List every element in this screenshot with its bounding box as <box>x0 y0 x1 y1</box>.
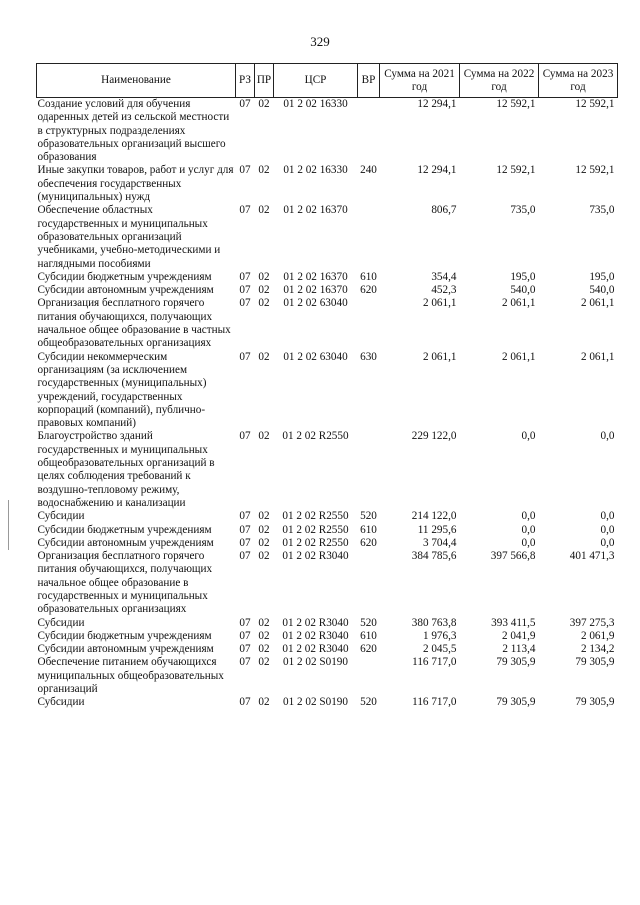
table-row <box>37 351 618 431</box>
row-rz: 07 <box>239 164 251 177</box>
row-sum-2022: 0,0 <box>521 536 536 549</box>
table-row <box>37 510 618 523</box>
row-pr: 02 <box>258 523 270 536</box>
row-sum-2023: 401 471,3 <box>569 550 615 563</box>
row-sum-2023: 0,0 <box>600 510 615 523</box>
row-rz: 07 <box>239 430 251 443</box>
row-rz: 07 <box>239 284 251 297</box>
row-vr: 630 <box>360 350 377 363</box>
row-pr: 02 <box>258 297 270 310</box>
row-name: Субсидии бюджетным учреждениям <box>37 523 212 536</box>
row-vr: 240 <box>360 164 377 177</box>
row-sum-2023: 0,0 <box>600 523 615 536</box>
row-sum-2021: 12 294,1 <box>417 98 457 110</box>
row-sum-2021: 384 785,6 <box>411 550 457 563</box>
row-sum-2022: 393 411,5 <box>491 616 536 629</box>
row-sum-2022: 2 061,1 <box>501 350 536 363</box>
row-sum-2022: 195,0 <box>510 270 536 283</box>
table-row <box>37 617 618 630</box>
row-rz: 07 <box>239 204 251 217</box>
row-csr: 01 2 02 R3040 <box>282 643 349 656</box>
table-row <box>37 297 618 350</box>
row-sum-2021: 452,3 <box>431 284 457 297</box>
row-vr: 620 <box>360 284 377 297</box>
row-name: Создание условий для обучения одаренных детей из сельской местности в структурных подразделениях образовательных организаций высшего образования <box>37 98 230 164</box>
row-rz: 07 <box>239 656 251 669</box>
row-rz: 07 <box>239 536 251 549</box>
row-csr: 01 2 02 R3040 <box>282 550 349 563</box>
row-sum-2023: 12 592,1 <box>575 164 615 177</box>
table-row <box>37 550 618 616</box>
row-sum-2023: 0,0 <box>600 430 615 443</box>
row-name: Субсидии автономным учреждениям <box>37 284 214 297</box>
row-csr: 01 2 02 R3040 <box>282 629 349 642</box>
row-name: Субсидии автономным учреждениям <box>37 643 214 656</box>
table-row <box>37 430 618 510</box>
row-sum-2023: 735,0 <box>589 204 615 217</box>
table-row <box>37 204 618 270</box>
table-row <box>37 271 618 284</box>
row-vr <box>358 297 380 350</box>
row-csr: 01 2 02 R3040 <box>282 616 349 629</box>
row-csr: 01 2 02 R2550 <box>282 536 349 549</box>
header-rz: РЗ <box>236 64 255 98</box>
row-sum-2023: 2 061,9 <box>580 629 615 642</box>
row-name: Иные закупки товаров, работ и услуг для обеспечения государственных (муниципальных) нужд <box>37 164 234 204</box>
row-rz: 07 <box>239 696 251 709</box>
row-csr: 01 2 02 16370 <box>283 270 348 283</box>
row-rz: 07 <box>239 616 251 629</box>
row-vr: 610 <box>360 629 377 642</box>
row-sum-2023: 195,0 <box>589 270 615 283</box>
header-sum-2023: Сумма на 2023 год <box>539 64 618 98</box>
row-pr: 02 <box>258 98 270 110</box>
budget-table <box>36 63 618 710</box>
row-sum-2022: 2 061,1 <box>501 297 536 310</box>
header-name: Наименование <box>37 64 236 98</box>
row-sum-2023: 12 592,1 <box>575 98 615 110</box>
row-sum-2022: 2 041,9 <box>501 629 536 642</box>
row-sum-2021: 806,7 <box>431 204 457 217</box>
row-rz: 07 <box>239 350 251 363</box>
row-name: Субсидии <box>37 616 85 629</box>
row-name: Субсидии некоммерческим организациям (за исключением государственных (муниципальных) учреждений, государственных корпораций (компаний), публично-правовых компаний) <box>37 350 207 430</box>
row-csr: 01 2 02 16330 <box>283 98 348 110</box>
row-sum-2022: 735,0 <box>510 204 536 217</box>
row-sum-2021: 354,4 <box>431 270 457 283</box>
header-pr: ПР <box>255 64 274 98</box>
row-vr <box>358 656 380 696</box>
row-sum-2023: 2 134,2 <box>580 643 615 656</box>
table-row <box>37 643 618 656</box>
table-row <box>37 696 618 709</box>
row-name: Субсидии автономным учреждениям <box>37 536 214 549</box>
row-pr: 02 <box>258 643 270 656</box>
row-vr: 520 <box>360 616 377 629</box>
row-rz: 07 <box>239 629 251 642</box>
row-name: Субсидии бюджетным учреждениям <box>37 270 212 283</box>
table-row <box>37 284 618 297</box>
row-pr: 02 <box>258 284 270 297</box>
row-sum-2021: 2 061,1 <box>422 350 457 363</box>
row-pr: 02 <box>258 510 270 523</box>
row-sum-2023: 2 061,1 <box>580 297 615 310</box>
row-pr: 02 <box>258 696 270 709</box>
table-row <box>37 164 618 204</box>
row-sum-2021: 3 704,4 <box>422 536 457 549</box>
table-body <box>37 98 618 710</box>
table-row <box>37 630 618 643</box>
table-header-row <box>37 64 618 98</box>
page-number: 329 <box>310 34 330 49</box>
row-sum-2021: 2 061,1 <box>422 297 457 310</box>
row-sum-2021: 12 294,1 <box>417 164 457 177</box>
row-pr: 02 <box>258 629 270 642</box>
row-sum-2021: 116 717,0 <box>412 656 457 669</box>
row-name: Организация бесплатного горячего питания обучающихся, получающих начальное общее образование в государственных и муниципальных образовательных организациях <box>37 550 213 616</box>
row-vr <box>358 98 380 165</box>
row-pr: 02 <box>258 550 270 563</box>
table-row <box>37 98 618 165</box>
row-name: Субсидии <box>37 696 85 709</box>
row-sum-2023: 79 305,9 <box>575 696 615 709</box>
row-pr: 02 <box>258 204 270 217</box>
row-sum-2021: 229 122,0 <box>411 430 457 443</box>
row-sum-2022: 79 305,9 <box>496 656 536 669</box>
table-row <box>37 537 618 550</box>
row-sum-2023: 540,0 <box>589 284 615 297</box>
row-pr: 02 <box>258 270 270 283</box>
row-sum-2023: 0,0 <box>600 536 615 549</box>
row-name: Субсидии <box>37 510 85 523</box>
row-vr: 520 <box>360 510 377 523</box>
row-csr: 01 2 02 16370 <box>283 204 348 217</box>
row-name: Организация бесплатного горячего питания обучающихся, получающих начальное общее образование в частных общеобразовательных организациях <box>37 297 231 350</box>
row-csr: 01 2 02 16370 <box>283 284 348 297</box>
row-sum-2022: 0,0 <box>521 430 536 443</box>
row-rz: 07 <box>239 98 251 110</box>
row-rz: 07 <box>239 643 251 656</box>
row-pr: 02 <box>258 350 270 363</box>
table-row <box>37 524 618 537</box>
row-csr: 01 2 02 63040 <box>283 297 348 310</box>
header-sum-2021: Сумма на 2021 год <box>380 64 460 98</box>
header-csr: ЦСР <box>274 64 358 98</box>
row-sum-2021: 380 763,8 <box>411 616 457 629</box>
row-vr: 610 <box>360 523 377 536</box>
row-name: Обеспечение областных государственных и муниципальных образовательных организаций учебниками, учебно-методическими и наглядными пособиями <box>37 204 221 270</box>
scan-edge-mark <box>8 500 9 550</box>
row-vr: 520 <box>360 696 377 709</box>
row-name: Обеспечение питанием обучающихся муниципальных общеобразовательных организаций <box>37 656 224 696</box>
row-csr: 01 2 02 R2550 <box>282 430 349 443</box>
row-vr <box>358 550 380 616</box>
row-sum-2023: 79 305,9 <box>575 656 615 669</box>
row-pr: 02 <box>258 164 270 177</box>
row-csr: 01 2 02 R2550 <box>282 510 349 523</box>
row-rz: 07 <box>239 523 251 536</box>
row-sum-2022: 79 305,9 <box>496 696 536 709</box>
row-rz: 07 <box>239 510 251 523</box>
row-sum-2022: 2 113,4 <box>502 643 536 656</box>
row-sum-2021: 116 717,0 <box>412 696 457 709</box>
row-csr: 01 2 02 16330 <box>283 164 348 177</box>
row-csr: 01 2 02 63040 <box>283 350 348 363</box>
row-vr: 610 <box>360 270 377 283</box>
row-pr: 02 <box>258 536 270 549</box>
row-sum-2021: 2 045,5 <box>422 643 457 656</box>
header-sum-2022: Сумма на 2022 год <box>460 64 539 98</box>
row-sum-2022: 12 592,1 <box>496 164 536 177</box>
row-csr: 01 2 02 S0190 <box>283 656 348 669</box>
row-sum-2023: 397 275,3 <box>569 616 615 629</box>
row-vr: 620 <box>360 536 377 549</box>
row-sum-2022: 397 566,8 <box>490 550 536 563</box>
row-name: Благоустройство зданий государственных и муниципальных общеобразовательных организаций в целях соблюдения требований к воздушно-тепловому режиму, водоснабжению и канализации <box>37 430 215 509</box>
row-csr: 01 2 02 S0190 <box>283 696 348 709</box>
row-rz: 07 <box>239 297 251 310</box>
row-sum-2021: 1 976,3 <box>422 629 457 642</box>
row-sum-2022: 0,0 <box>521 523 536 536</box>
row-name: Субсидии бюджетным учреждениям <box>37 629 212 642</box>
row-pr: 02 <box>258 430 270 443</box>
row-pr: 02 <box>258 616 270 629</box>
row-sum-2022: 0,0 <box>521 510 536 523</box>
row-sum-2021: 11 295,6 <box>417 523 457 536</box>
row-sum-2023: 2 061,1 <box>580 350 615 363</box>
row-vr <box>358 430 380 510</box>
row-vr <box>358 204 380 270</box>
row-sum-2022: 540,0 <box>510 284 536 297</box>
row-sum-2022: 12 592,1 <box>496 98 536 110</box>
row-rz: 07 <box>239 270 251 283</box>
table-row <box>37 656 618 696</box>
row-rz: 07 <box>239 550 251 563</box>
row-vr: 620 <box>360 643 377 656</box>
row-csr: 01 2 02 R2550 <box>282 523 349 536</box>
row-pr: 02 <box>258 656 270 669</box>
row-sum-2021: 214 122,0 <box>411 510 457 523</box>
header-vr: ВР <box>358 64 380 98</box>
